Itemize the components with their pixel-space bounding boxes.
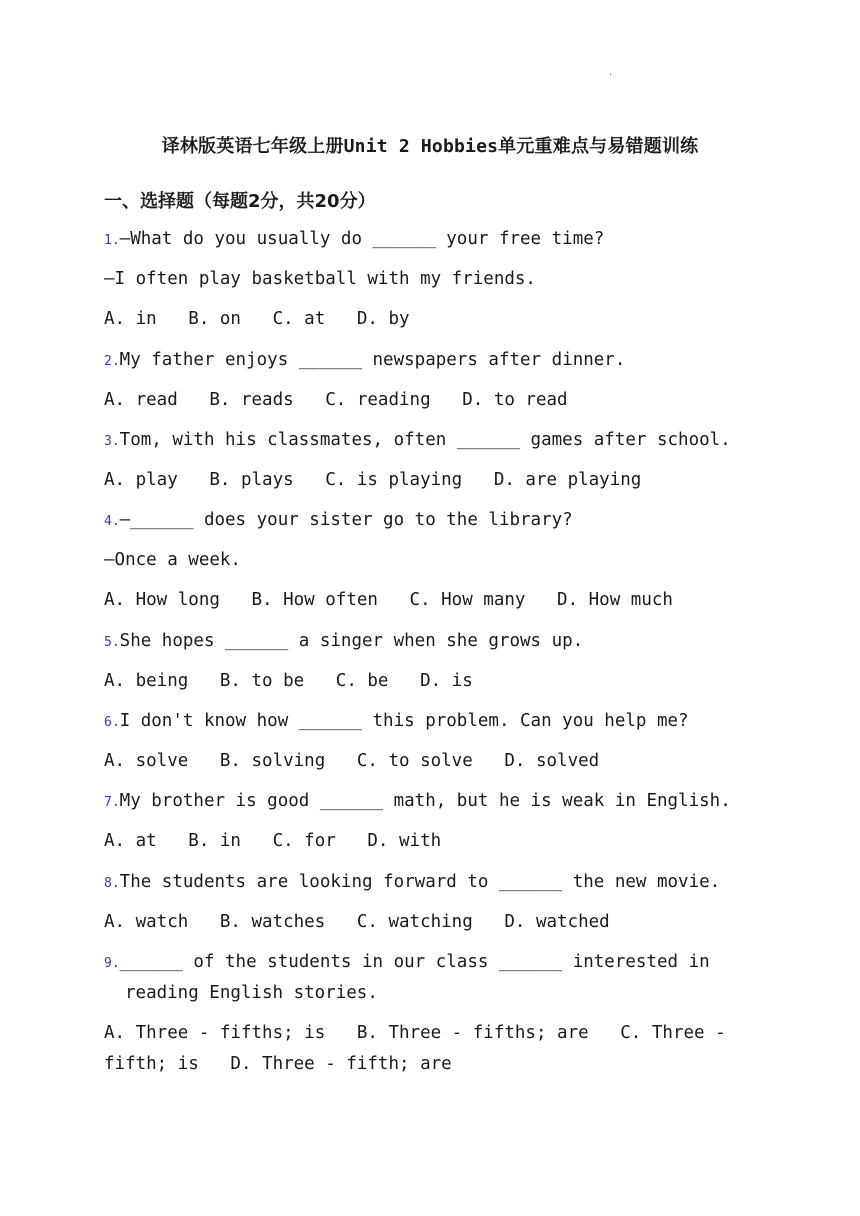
- question-4-reply: —Once a week.: [104, 550, 241, 570]
- question-number: 2.: [104, 354, 120, 369]
- question-number: 5.: [104, 635, 120, 650]
- question-number: 9.: [104, 956, 120, 971]
- corner-mark: ·: [609, 70, 613, 81]
- question-text: Tom, with his classmates, often ______ games after school.: [119, 430, 731, 450]
- question-9-options: A. Three - fifths; is B. Three - fifths; are C. Three -: [104, 1023, 726, 1043]
- question-number: 8.: [104, 876, 120, 891]
- question-7-options: A. at B. in C. for D. with: [104, 831, 442, 851]
- document-title: 译林版英语七年级上册Unit 2 Hobbies单元重难点与易错题训练: [161, 136, 699, 157]
- question-9-continuation: reading English stories.: [125, 983, 378, 1003]
- question-1: [104, 231, 604, 249]
- question-4-options: A. How long B. How often C. How many D. How much: [104, 590, 673, 610]
- question-text: She hopes ______ a singer when she grows up.: [119, 631, 584, 651]
- question-text: —______ does your sister go to the library?: [119, 510, 573, 530]
- question-8: [104, 874, 720, 892]
- question-number: 6.: [104, 715, 120, 730]
- question-9: [104, 954, 710, 972]
- question-5: [104, 633, 583, 651]
- question-6: [104, 713, 689, 731]
- section-heading: 一、选择题（每题2分，共20分）: [104, 191, 376, 212]
- question-8-options: A. watch B. watches C. watching D. watched: [104, 912, 610, 932]
- question-6-options: A. solve B. solving C. to solve D. solved: [104, 751, 600, 771]
- question-1-reply: —I often play basketball with my friends.: [104, 269, 536, 289]
- question-3: [104, 432, 731, 450]
- question-2: [104, 352, 625, 370]
- question-text: I don't know how ______ this problem. Can you help me?: [119, 711, 689, 731]
- question-number: 3.: [104, 434, 120, 449]
- question-text: The students are looking forward to ______ the new movie.: [119, 872, 721, 892]
- question-number: 1.: [104, 233, 120, 248]
- question-1-options: A. in B. on C. at D. by: [104, 309, 410, 329]
- question-4: [104, 512, 573, 530]
- question-text: —What do you usually do ______ your free time?: [119, 229, 605, 249]
- question-number: 4.: [104, 514, 120, 529]
- question-text: ______ of the students in our class ______ interested in: [119, 952, 710, 972]
- question-text: My father enjoys ______ newspapers after dinner.: [119, 350, 626, 370]
- question-9-options-continued: fifth; is D. Three - fifth; are: [104, 1054, 452, 1074]
- question-2-options: A. read B. reads C. reading D. to read: [104, 390, 568, 410]
- question-number: 7.: [104, 795, 120, 810]
- question-7: [104, 793, 731, 811]
- question-3-options: A. play B. plays C. is playing D. are playing: [104, 470, 642, 490]
- question-5-options: A. being B. to be C. be D. is: [104, 671, 473, 691]
- question-text: My brother is good ______ math, but he is weak in English.: [119, 791, 731, 811]
